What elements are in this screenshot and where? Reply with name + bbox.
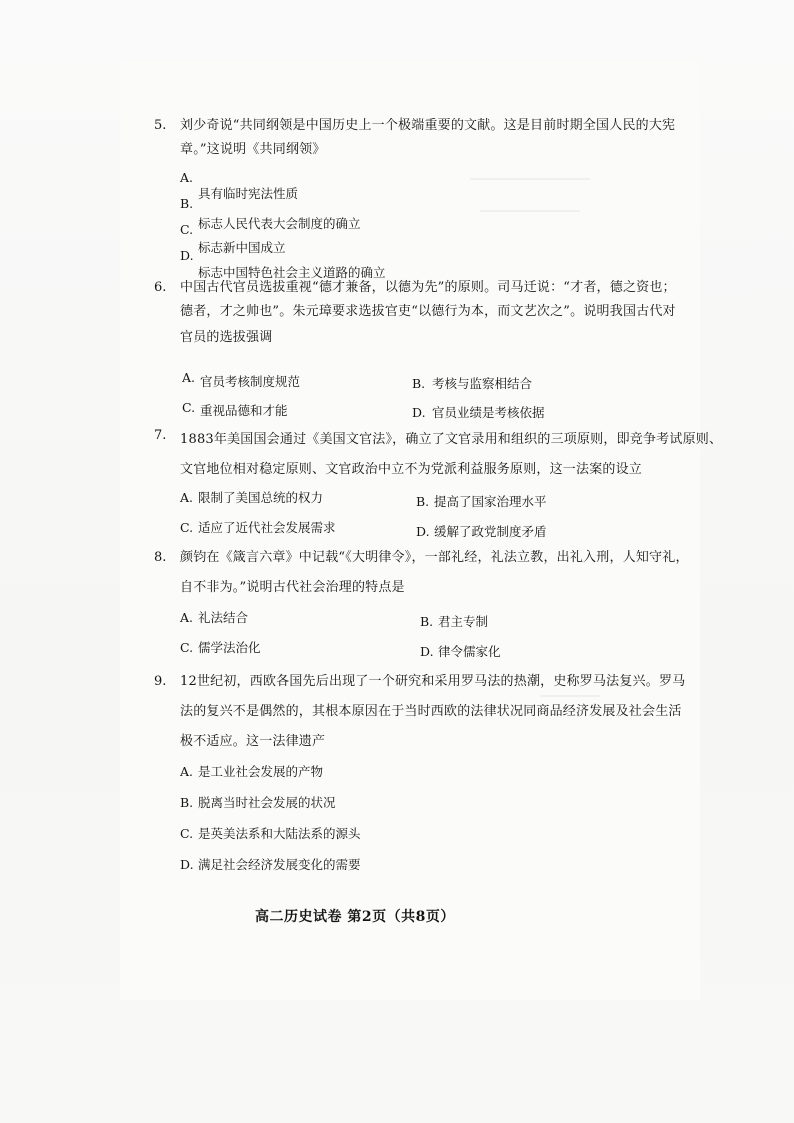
- bleed-mark: [540, 695, 600, 697]
- question-text-line: 官员的选拔强调: [180, 330, 273, 345]
- option-text: 礼法结合: [198, 610, 249, 625]
- question-text-line: 颜钧在《箴言六章》中记载“《大明律令》，一部礼经，礼法立教，出礼入刑，人知守礼，: [180, 550, 689, 565]
- option-text: 标志中国特色社会主义道路的确立: [198, 265, 386, 280]
- option-letter: A.: [180, 170, 194, 185]
- page-footer: 高二历史试卷 第2页（共8页）: [255, 909, 455, 925]
- question-text-line: 极不适应。这一法律遗产: [180, 734, 326, 749]
- option-text: 官员考核制度规范: [200, 374, 301, 389]
- option-text: 标志人民代表大会制度的确立: [198, 216, 361, 231]
- option-letter: D.: [420, 644, 434, 659]
- question-text-line: 中国古代官员选拔重视“德才兼备，以德为先”的原则。司马迁说：“才者，德之资也；: [180, 280, 676, 295]
- option-letter: C.: [180, 640, 194, 655]
- question-text-line: 文官地位相对稳定原则、文官政治中立不为党派利益服务原则，这一法案的设立: [180, 462, 643, 477]
- option-letter: D.: [412, 405, 426, 420]
- bleed-mark: [480, 210, 580, 212]
- bleed-mark: [470, 178, 590, 180]
- option-text: 考核与监察相结合: [432, 376, 533, 391]
- option-text: 官员业绩是考核依据: [432, 405, 545, 420]
- option-letter: B.: [412, 376, 426, 391]
- option-letter: C.: [180, 222, 194, 237]
- option-letter: A.: [180, 764, 194, 779]
- question-number: 6.: [154, 280, 167, 295]
- option-letter: C.: [182, 400, 196, 415]
- option-text: 君主专制: [438, 614, 489, 629]
- option-letter: B.: [420, 614, 434, 629]
- option-letter: D.: [180, 857, 194, 872]
- option-text: 标志新中国成立: [198, 240, 286, 255]
- option-text: 限制了美国总统的权力: [198, 490, 324, 505]
- option-letter: C.: [180, 520, 194, 535]
- option-text: 儒学法治化: [198, 640, 261, 655]
- question-text-line: 刘少奇说“共同纲领是中国历史上一个极端重要的文献。这是目前时期全国人民的大宪: [180, 118, 676, 133]
- option-text: 重视品德和才能: [200, 403, 288, 418]
- option-text: 脱离当时社会发展的状况: [198, 795, 336, 810]
- option-letter: D.: [416, 524, 430, 539]
- option-text: 缓解了政党制度矛盾: [434, 524, 547, 539]
- option-letter: D.: [180, 248, 194, 263]
- question-text-line: 章。”这说明《共同纲领》: [180, 142, 326, 157]
- option-text: 是英美法系和大陆法系的源头: [198, 826, 361, 841]
- option-text: 具有临时宪法性质: [198, 186, 299, 201]
- option-letter: B.: [416, 494, 430, 509]
- option-text: 适应了近代社会发展需求: [198, 520, 336, 535]
- option-letter: A.: [182, 370, 196, 385]
- option-letter: C.: [180, 826, 194, 841]
- question-text-line: 12世纪初，西欧各国先后出现了一个研究和采用罗马法的热潮，史称罗马法复兴。罗马: [180, 674, 686, 689]
- option-letter: B.: [180, 795, 194, 810]
- option-text: 提高了国家治理水平: [434, 494, 547, 509]
- option-letter: A.: [180, 490, 194, 505]
- question-number: 8.: [154, 550, 167, 565]
- question-number: 9.: [154, 674, 167, 689]
- option-letter: B.: [180, 196, 194, 211]
- question-text-line: 法的复兴不是偶然的，其根本原因在于当时西欧的法律状况同商品经济发展及社会生活: [180, 704, 682, 719]
- question-number: 5.: [154, 118, 167, 133]
- option-text: 满足社会经济发展变化的需要: [198, 857, 361, 872]
- question-number: 7.: [154, 428, 167, 443]
- option-text: 律令儒家化: [438, 644, 501, 659]
- option-letter: A.: [180, 610, 194, 625]
- question-text-line: 自不非为。”说明古代社会治理的特点是: [180, 580, 405, 595]
- question-text-line: 德者，才之帅也”。朱元璋要求选拔官吏“以德行为本，而文艺次之”。说明我国古代对: [180, 304, 676, 319]
- question-text-line: 1883年美国国会通过《美国文官法》，确立了文官录用和组织的三项原则，即竞争考试原则、: [180, 432, 723, 447]
- option-text: 是工业社会发展的产物: [198, 764, 324, 779]
